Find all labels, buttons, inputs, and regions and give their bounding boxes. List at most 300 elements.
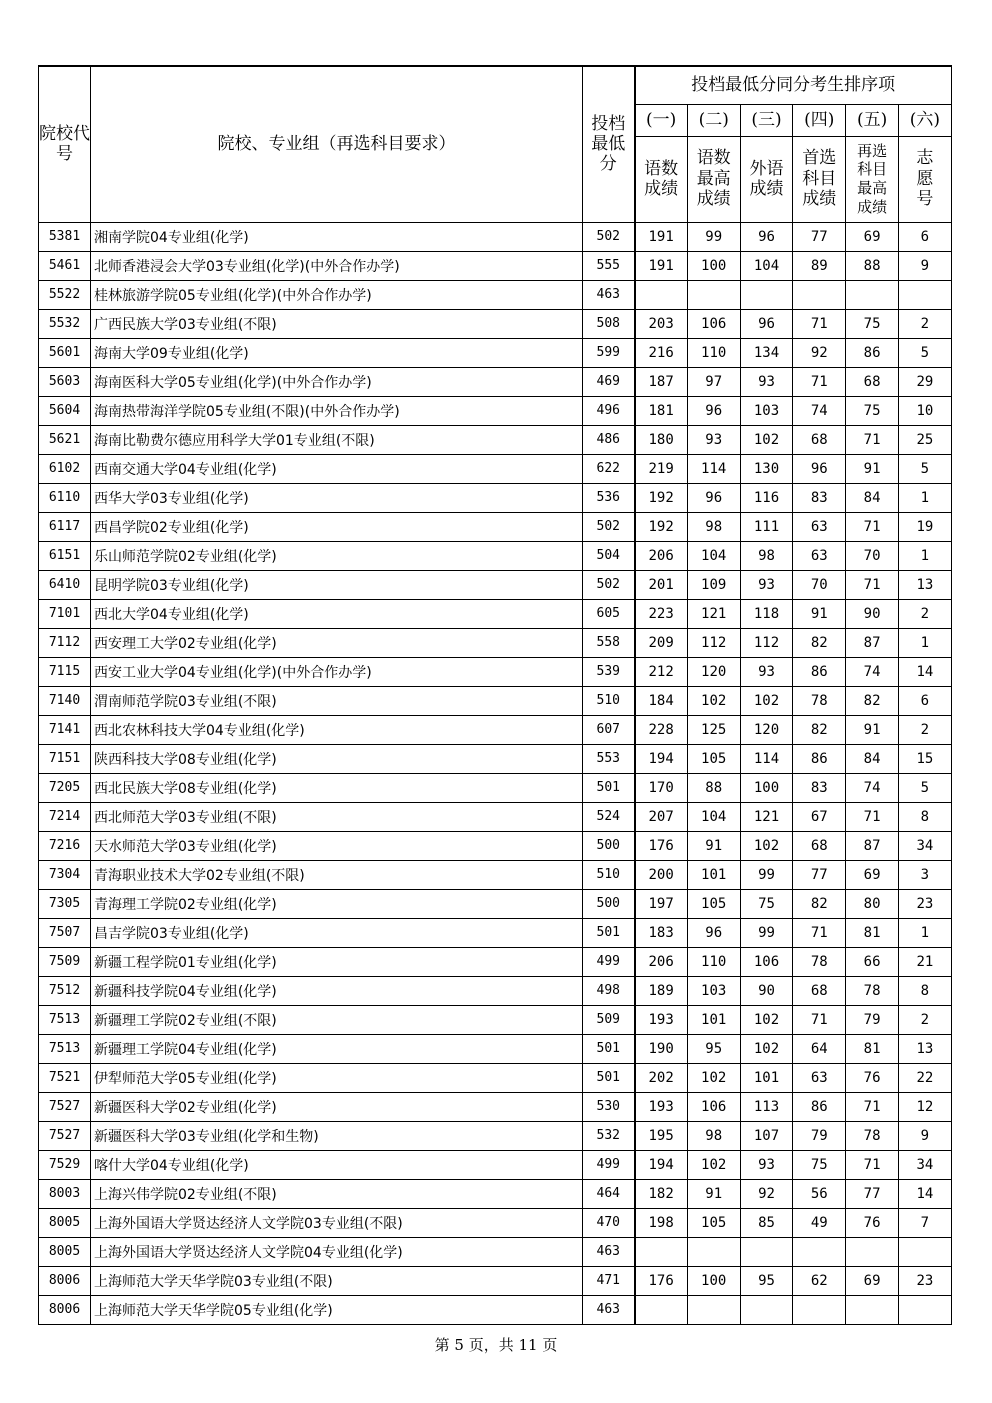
chinese-math-score-cell (635, 280, 688, 309)
table-header (39, 66, 952, 222)
chinese-math-max-score-cell (687, 1237, 740, 1266)
primary-subject-score-cell: 71 (793, 367, 846, 396)
table-row (39, 396, 952, 425)
min-score-cell: 558 (583, 628, 635, 657)
foreign-language-score-cell: 103 (740, 396, 793, 425)
school-code-cell: 5381 (39, 222, 91, 251)
school-code-cell: 7513 (39, 1034, 91, 1063)
school-code-cell: 6110 (39, 483, 91, 512)
foreign-language-score-cell: 102 (740, 686, 793, 715)
table-row (39, 570, 952, 599)
elective-max-score-cell: 87 (846, 628, 899, 657)
chinese-math-max-score-cell: 103 (687, 976, 740, 1005)
chinese-math-score-cell: 195 (635, 1121, 688, 1150)
chinese-math-score-cell: 190 (635, 1034, 688, 1063)
elective-max-score-cell: 88 (846, 251, 899, 280)
min-score-cell: 536 (583, 483, 635, 512)
school-group-name-cell: 上海外国语大学贤达经济人文学院03专业组(不限) (91, 1208, 583, 1237)
primary-subject-score-cell: 77 (793, 222, 846, 251)
preference-number-cell: 29 (898, 367, 951, 396)
header-primary-subject-score: 首选科目成绩 (793, 136, 846, 222)
header-sort-items-title: 投档最低分同分考生排序项 (635, 66, 952, 104)
chinese-math-max-score-cell: 91 (687, 831, 740, 860)
school-code-cell: 5532 (39, 309, 91, 338)
admission-score-table (38, 65, 952, 1325)
elective-max-score-cell: 81 (846, 918, 899, 947)
chinese-math-score-cell: 193 (635, 1092, 688, 1121)
min-score-cell: 499 (583, 947, 635, 976)
chinese-math-score-cell: 176 (635, 1266, 688, 1295)
preference-number-cell: 3 (898, 860, 951, 889)
chinese-math-score-cell: 192 (635, 512, 688, 541)
preference-number-cell: 5 (898, 338, 951, 367)
foreign-language-score-cell: 90 (740, 976, 793, 1005)
school-code-cell: 7509 (39, 947, 91, 976)
primary-subject-score-cell: 49 (793, 1208, 846, 1237)
min-score-cell: 500 (583, 889, 635, 918)
school-code-cell: 5603 (39, 367, 91, 396)
foreign-language-score-cell: 93 (740, 1150, 793, 1179)
chinese-math-score-cell: 228 (635, 715, 688, 744)
preference-number-cell: 13 (898, 570, 951, 599)
table-row (39, 599, 952, 628)
preference-number-cell: 13 (898, 1034, 951, 1063)
chinese-math-score-cell: 191 (635, 251, 688, 280)
school-code-cell: 6117 (39, 512, 91, 541)
elective-max-score-cell: 81 (846, 1034, 899, 1063)
school-code-cell: 6410 (39, 570, 91, 599)
preference-number-cell: 5 (898, 454, 951, 483)
preference-number-cell: 10 (898, 396, 951, 425)
table-row (39, 918, 952, 947)
chinese-math-score-cell: 181 (635, 396, 688, 425)
primary-subject-score-cell (793, 280, 846, 309)
school-group-name-cell: 西安理工大学02专业组(化学) (91, 628, 583, 657)
school-code-cell: 7507 (39, 918, 91, 947)
table-row (39, 889, 952, 918)
school-group-name-cell: 伊犁师范大学05专业组(化学) (91, 1063, 583, 1092)
chinese-math-max-score-cell: 105 (687, 744, 740, 773)
school-code-cell: 7304 (39, 860, 91, 889)
chinese-math-max-score-cell: 98 (687, 512, 740, 541)
preference-number-cell (898, 280, 951, 309)
table-row (39, 1063, 952, 1092)
school-code-cell: 7205 (39, 773, 91, 802)
primary-subject-score-cell: 68 (793, 976, 846, 1005)
primary-subject-score-cell: 78 (793, 947, 846, 976)
min-score-cell: 463 (583, 1295, 635, 1324)
primary-subject-score-cell: 79 (793, 1121, 846, 1150)
elective-max-score-cell: 91 (846, 715, 899, 744)
elective-max-score-cell: 82 (846, 686, 899, 715)
foreign-language-score-cell: 93 (740, 367, 793, 396)
elective-max-score-cell: 69 (846, 222, 899, 251)
school-code-cell: 7214 (39, 802, 91, 831)
table-row (39, 1208, 952, 1237)
school-code-cell: 8006 (39, 1295, 91, 1324)
primary-subject-score-cell: 77 (793, 860, 846, 889)
school-group-name-cell: 上海外国语大学贤达经济人文学院04专业组(化学) (91, 1237, 583, 1266)
school-group-name-cell: 湘南学院04专业组(化学) (91, 222, 583, 251)
school-group-name-cell: 上海师范大学天华学院03专业组(不限) (91, 1266, 583, 1295)
elective-max-score-cell: 86 (846, 338, 899, 367)
chinese-math-score-cell: 187 (635, 367, 688, 396)
min-score-cell: 502 (583, 512, 635, 541)
elective-max-score-cell: 90 (846, 599, 899, 628)
school-group-name-cell: 新疆科技学院04专业组(化学) (91, 976, 583, 1005)
chinese-math-score-cell (635, 1237, 688, 1266)
chinese-math-max-score-cell: 110 (687, 338, 740, 367)
chinese-math-score-cell: 212 (635, 657, 688, 686)
min-score-cell: 499 (583, 1150, 635, 1179)
elective-max-score-cell: 79 (846, 1005, 899, 1034)
chinese-math-score-cell: 203 (635, 309, 688, 338)
chinese-math-max-score-cell: 105 (687, 889, 740, 918)
school-group-name-cell: 广西民族大学03专业组(不限) (91, 309, 583, 338)
school-code-cell: 7527 (39, 1092, 91, 1121)
school-code-cell: 5522 (39, 280, 91, 309)
elective-max-score-cell: 74 (846, 657, 899, 686)
preference-number-cell: 14 (898, 1179, 951, 1208)
preference-number-cell: 9 (898, 1121, 951, 1150)
foreign-language-score-cell: 113 (740, 1092, 793, 1121)
elective-max-score-cell: 76 (846, 1063, 899, 1092)
school-code-cell: 5461 (39, 251, 91, 280)
school-code-cell: 8006 (39, 1266, 91, 1295)
school-group-name-cell: 渭南师范学院03专业组(不限) (91, 686, 583, 715)
foreign-language-score-cell: 100 (740, 773, 793, 802)
preference-number-cell: 22 (898, 1063, 951, 1092)
chinese-math-max-score-cell: 112 (687, 628, 740, 657)
primary-subject-score-cell: 56 (793, 1179, 846, 1208)
elective-max-score-cell: 77 (846, 1179, 899, 1208)
school-code-cell: 7521 (39, 1063, 91, 1092)
table-row (39, 802, 952, 831)
table-row (39, 222, 952, 251)
chinese-math-max-score-cell: 102 (687, 1063, 740, 1092)
header-order-4: (四) (793, 104, 846, 136)
preference-number-cell: 2 (898, 715, 951, 744)
chinese-math-score-cell: 189 (635, 976, 688, 1005)
table-row (39, 483, 952, 512)
preference-number-cell: 7 (898, 1208, 951, 1237)
school-code-cell: 5604 (39, 396, 91, 425)
school-code-cell: 8003 (39, 1179, 91, 1208)
table-row (39, 1121, 952, 1150)
foreign-language-score-cell: 102 (740, 425, 793, 454)
chinese-math-score-cell: 209 (635, 628, 688, 657)
chinese-math-score-cell: 180 (635, 425, 688, 454)
chinese-math-score-cell: 194 (635, 1150, 688, 1179)
foreign-language-score-cell: 92 (740, 1179, 793, 1208)
primary-subject-score-cell: 96 (793, 454, 846, 483)
min-score-cell: 486 (583, 425, 635, 454)
preference-number-cell: 2 (898, 599, 951, 628)
primary-subject-score-cell: 64 (793, 1034, 846, 1063)
chinese-math-score-cell: 207 (635, 802, 688, 831)
min-score-cell: 622 (583, 454, 635, 483)
elective-max-score-cell: 84 (846, 744, 899, 773)
school-group-name-cell: 昆明学院03专业组(化学) (91, 570, 583, 599)
elective-max-score-cell: 84 (846, 483, 899, 512)
min-score-cell: 539 (583, 657, 635, 686)
primary-subject-score-cell: 78 (793, 686, 846, 715)
foreign-language-score-cell (740, 280, 793, 309)
school-group-name-cell: 昌吉学院03专业组(化学) (91, 918, 583, 947)
header-school-group: 院校、专业组（再选科目要求） (91, 66, 583, 222)
chinese-math-max-score-cell: 102 (687, 686, 740, 715)
chinese-math-max-score-cell: 120 (687, 657, 740, 686)
preference-number-cell: 2 (898, 309, 951, 338)
preference-number-cell: 2 (898, 1005, 951, 1034)
chinese-math-max-score-cell: 91 (687, 1179, 740, 1208)
elective-max-score-cell: 68 (846, 367, 899, 396)
primary-subject-score-cell: 62 (793, 1266, 846, 1295)
min-score-cell: 464 (583, 1179, 635, 1208)
school-code-cell: 5601 (39, 338, 91, 367)
header-order-1: (一) (635, 104, 688, 136)
min-score-cell: 501 (583, 1063, 635, 1092)
table-row (39, 1295, 952, 1324)
chinese-math-max-score-cell: 96 (687, 396, 740, 425)
min-score-cell: 502 (583, 222, 635, 251)
min-score-cell: 463 (583, 1237, 635, 1266)
table-row (39, 976, 952, 1005)
table-row (39, 512, 952, 541)
school-group-name-cell: 新疆医科大学02专业组(化学) (91, 1092, 583, 1121)
school-code-cell: 8005 (39, 1237, 91, 1266)
table-row (39, 744, 952, 773)
chinese-math-score-cell: 200 (635, 860, 688, 889)
preference-number-cell: 34 (898, 1150, 951, 1179)
chinese-math-score-cell: 206 (635, 947, 688, 976)
chinese-math-max-score-cell: 101 (687, 1005, 740, 1034)
primary-subject-score-cell: 71 (793, 1005, 846, 1034)
chinese-math-max-score-cell: 97 (687, 367, 740, 396)
min-score-cell: 501 (583, 918, 635, 947)
preference-number-cell: 23 (898, 1266, 951, 1295)
foreign-language-score-cell: 130 (740, 454, 793, 483)
table-row (39, 541, 952, 570)
chinese-math-score-cell: 197 (635, 889, 688, 918)
header-order-5: (五) (846, 104, 899, 136)
chinese-math-max-score-cell: 125 (687, 715, 740, 744)
preference-number-cell: 12 (898, 1092, 951, 1121)
school-group-name-cell: 西华大学03专业组(化学) (91, 483, 583, 512)
chinese-math-score-cell: 170 (635, 773, 688, 802)
primary-subject-score-cell: 83 (793, 483, 846, 512)
primary-subject-score-cell: 83 (793, 773, 846, 802)
school-code-cell: 8005 (39, 1208, 91, 1237)
chinese-math-max-score-cell: 101 (687, 860, 740, 889)
elective-max-score-cell (846, 280, 899, 309)
min-score-cell: 496 (583, 396, 635, 425)
min-score-cell: 530 (583, 1092, 635, 1121)
table-row (39, 773, 952, 802)
min-score-cell: 502 (583, 570, 635, 599)
table-row (39, 1005, 952, 1034)
preference-number-cell: 6 (898, 222, 951, 251)
school-code-cell: 7115 (39, 657, 91, 686)
elective-max-score-cell: 66 (846, 947, 899, 976)
school-group-name-cell: 上海师范大学天华学院05专业组(化学) (91, 1295, 583, 1324)
chinese-math-score-cell: 198 (635, 1208, 688, 1237)
table-row (39, 309, 952, 338)
chinese-math-score-cell: 201 (635, 570, 688, 599)
foreign-language-score-cell: 95 (740, 1266, 793, 1295)
primary-subject-score-cell: 71 (793, 309, 846, 338)
primary-subject-score-cell: 74 (793, 396, 846, 425)
preference-number-cell: 21 (898, 947, 951, 976)
chinese-math-max-score-cell: 102 (687, 1150, 740, 1179)
elective-max-score-cell: 69 (846, 1266, 899, 1295)
school-group-name-cell: 新疆医科大学03专业组(化学和生物) (91, 1121, 583, 1150)
foreign-language-score-cell: 104 (740, 251, 793, 280)
table-row (39, 715, 952, 744)
school-code-cell: 7527 (39, 1121, 91, 1150)
min-score-cell: 524 (583, 802, 635, 831)
preference-number-cell: 8 (898, 976, 951, 1005)
table-row (39, 338, 952, 367)
chinese-math-score-cell: 182 (635, 1179, 688, 1208)
foreign-language-score-cell: 121 (740, 802, 793, 831)
foreign-language-score-cell: 99 (740, 860, 793, 889)
chinese-math-score-cell: 193 (635, 1005, 688, 1034)
school-group-name-cell: 青海理工学院02专业组(化学) (91, 889, 583, 918)
school-code-cell: 7151 (39, 744, 91, 773)
min-score-cell: 509 (583, 1005, 635, 1034)
chinese-math-max-score-cell (687, 1295, 740, 1324)
foreign-language-score-cell: 75 (740, 889, 793, 918)
foreign-language-score-cell: 101 (740, 1063, 793, 1092)
elective-max-score-cell: 71 (846, 802, 899, 831)
foreign-language-score-cell: 85 (740, 1208, 793, 1237)
header-chinese-math-max-score: 语数最高成绩 (687, 136, 740, 222)
school-group-name-cell: 陕西科技大学08专业组(化学) (91, 744, 583, 773)
preference-number-cell: 19 (898, 512, 951, 541)
preference-number-cell: 5 (898, 773, 951, 802)
header-order-6: (六) (898, 104, 951, 136)
chinese-math-max-score-cell: 96 (687, 483, 740, 512)
school-group-name-cell: 桂林旅游学院05专业组(化学)(中外合作办学) (91, 280, 583, 309)
table-body (39, 222, 952, 1324)
preference-number-cell: 6 (898, 686, 951, 715)
foreign-language-score-cell: 93 (740, 657, 793, 686)
chinese-math-max-score-cell: 114 (687, 454, 740, 483)
primary-subject-score-cell: 92 (793, 338, 846, 367)
chinese-math-score-cell: 191 (635, 222, 688, 251)
preference-number-cell: 34 (898, 831, 951, 860)
foreign-language-score-cell (740, 1237, 793, 1266)
school-group-name-cell: 上海兴伟学院02专业组(不限) (91, 1179, 583, 1208)
preference-number-cell: 9 (898, 251, 951, 280)
school-group-name-cell: 西北农林科技大学04专业组(化学) (91, 715, 583, 744)
foreign-language-score-cell: 114 (740, 744, 793, 773)
school-group-name-cell: 新疆工程学院01专业组(化学) (91, 947, 583, 976)
chinese-math-score-cell: 219 (635, 454, 688, 483)
table-row (39, 1150, 952, 1179)
elective-max-score-cell: 87 (846, 831, 899, 860)
primary-subject-score-cell: 75 (793, 1150, 846, 1179)
min-score-cell: 599 (583, 338, 635, 367)
chinese-math-score-cell: 192 (635, 483, 688, 512)
chinese-math-max-score-cell: 106 (687, 1092, 740, 1121)
chinese-math-score-cell: 206 (635, 541, 688, 570)
foreign-language-score-cell: 99 (740, 918, 793, 947)
school-group-name-cell: 喀什大学04专业组(化学) (91, 1150, 583, 1179)
chinese-math-max-score-cell: 95 (687, 1034, 740, 1063)
chinese-math-score-cell: 183 (635, 918, 688, 947)
school-group-name-cell: 西昌学院02专业组(化学) (91, 512, 583, 541)
school-group-name-cell: 北师香港浸会大学03专业组(化学)(中外合作办学) (91, 251, 583, 280)
primary-subject-score-cell: 86 (793, 744, 846, 773)
chinese-math-max-score-cell: 99 (687, 222, 740, 251)
table-row (39, 425, 952, 454)
min-score-cell: 471 (583, 1266, 635, 1295)
school-code-cell: 7512 (39, 976, 91, 1005)
min-score-cell: 508 (583, 309, 635, 338)
table-row (39, 280, 952, 309)
header-order-3: (三) (740, 104, 793, 136)
table-row (39, 831, 952, 860)
foreign-language-score-cell: 111 (740, 512, 793, 541)
school-group-name-cell: 海南大学09专业组(化学) (91, 338, 583, 367)
preference-number-cell (898, 1295, 951, 1324)
table-row (39, 1266, 952, 1295)
header-elective-max-score: 再选科目最高成绩 (846, 136, 899, 222)
header-order-2: (二) (687, 104, 740, 136)
preference-number-cell: 1 (898, 483, 951, 512)
primary-subject-score-cell: 82 (793, 628, 846, 657)
school-code-cell: 7140 (39, 686, 91, 715)
school-code-cell: 7305 (39, 889, 91, 918)
chinese-math-score-cell: 202 (635, 1063, 688, 1092)
foreign-language-score-cell: 102 (740, 831, 793, 860)
primary-subject-score-cell: 82 (793, 715, 846, 744)
chinese-math-score-cell: 176 (635, 831, 688, 860)
preference-number-cell: 8 (898, 802, 951, 831)
min-score-cell: 469 (583, 367, 635, 396)
school-code-cell: 7529 (39, 1150, 91, 1179)
foreign-language-score-cell: 106 (740, 947, 793, 976)
foreign-language-score-cell: 118 (740, 599, 793, 628)
min-score-cell: 532 (583, 1121, 635, 1150)
school-group-name-cell: 天水师范大学03专业组(化学) (91, 831, 583, 860)
table-row (39, 1092, 952, 1121)
elective-max-score-cell: 71 (846, 1092, 899, 1121)
min-score-cell: 607 (583, 715, 635, 744)
school-code-cell: 6151 (39, 541, 91, 570)
elective-max-score-cell: 80 (846, 889, 899, 918)
primary-subject-score-cell: 67 (793, 802, 846, 831)
page-footer: 第 5 页，共 11 页 (434, 1336, 558, 1354)
school-group-name-cell: 西北师范大学03专业组(不限) (91, 802, 583, 831)
elective-max-score-cell: 75 (846, 309, 899, 338)
elective-max-score-cell: 74 (846, 773, 899, 802)
primary-subject-score-cell: 86 (793, 1092, 846, 1121)
preference-number-cell: 14 (898, 657, 951, 686)
elective-max-score-cell: 71 (846, 1150, 899, 1179)
chinese-math-score-cell: 184 (635, 686, 688, 715)
header-foreign-language-score: 外语成绩 (740, 136, 793, 222)
primary-subject-score-cell (793, 1295, 846, 1324)
table-row (39, 367, 952, 396)
school-code-cell: 7101 (39, 599, 91, 628)
table-row (39, 1034, 952, 1063)
table-row (39, 454, 952, 483)
min-score-cell: 498 (583, 976, 635, 1005)
school-code-cell: 7216 (39, 831, 91, 860)
